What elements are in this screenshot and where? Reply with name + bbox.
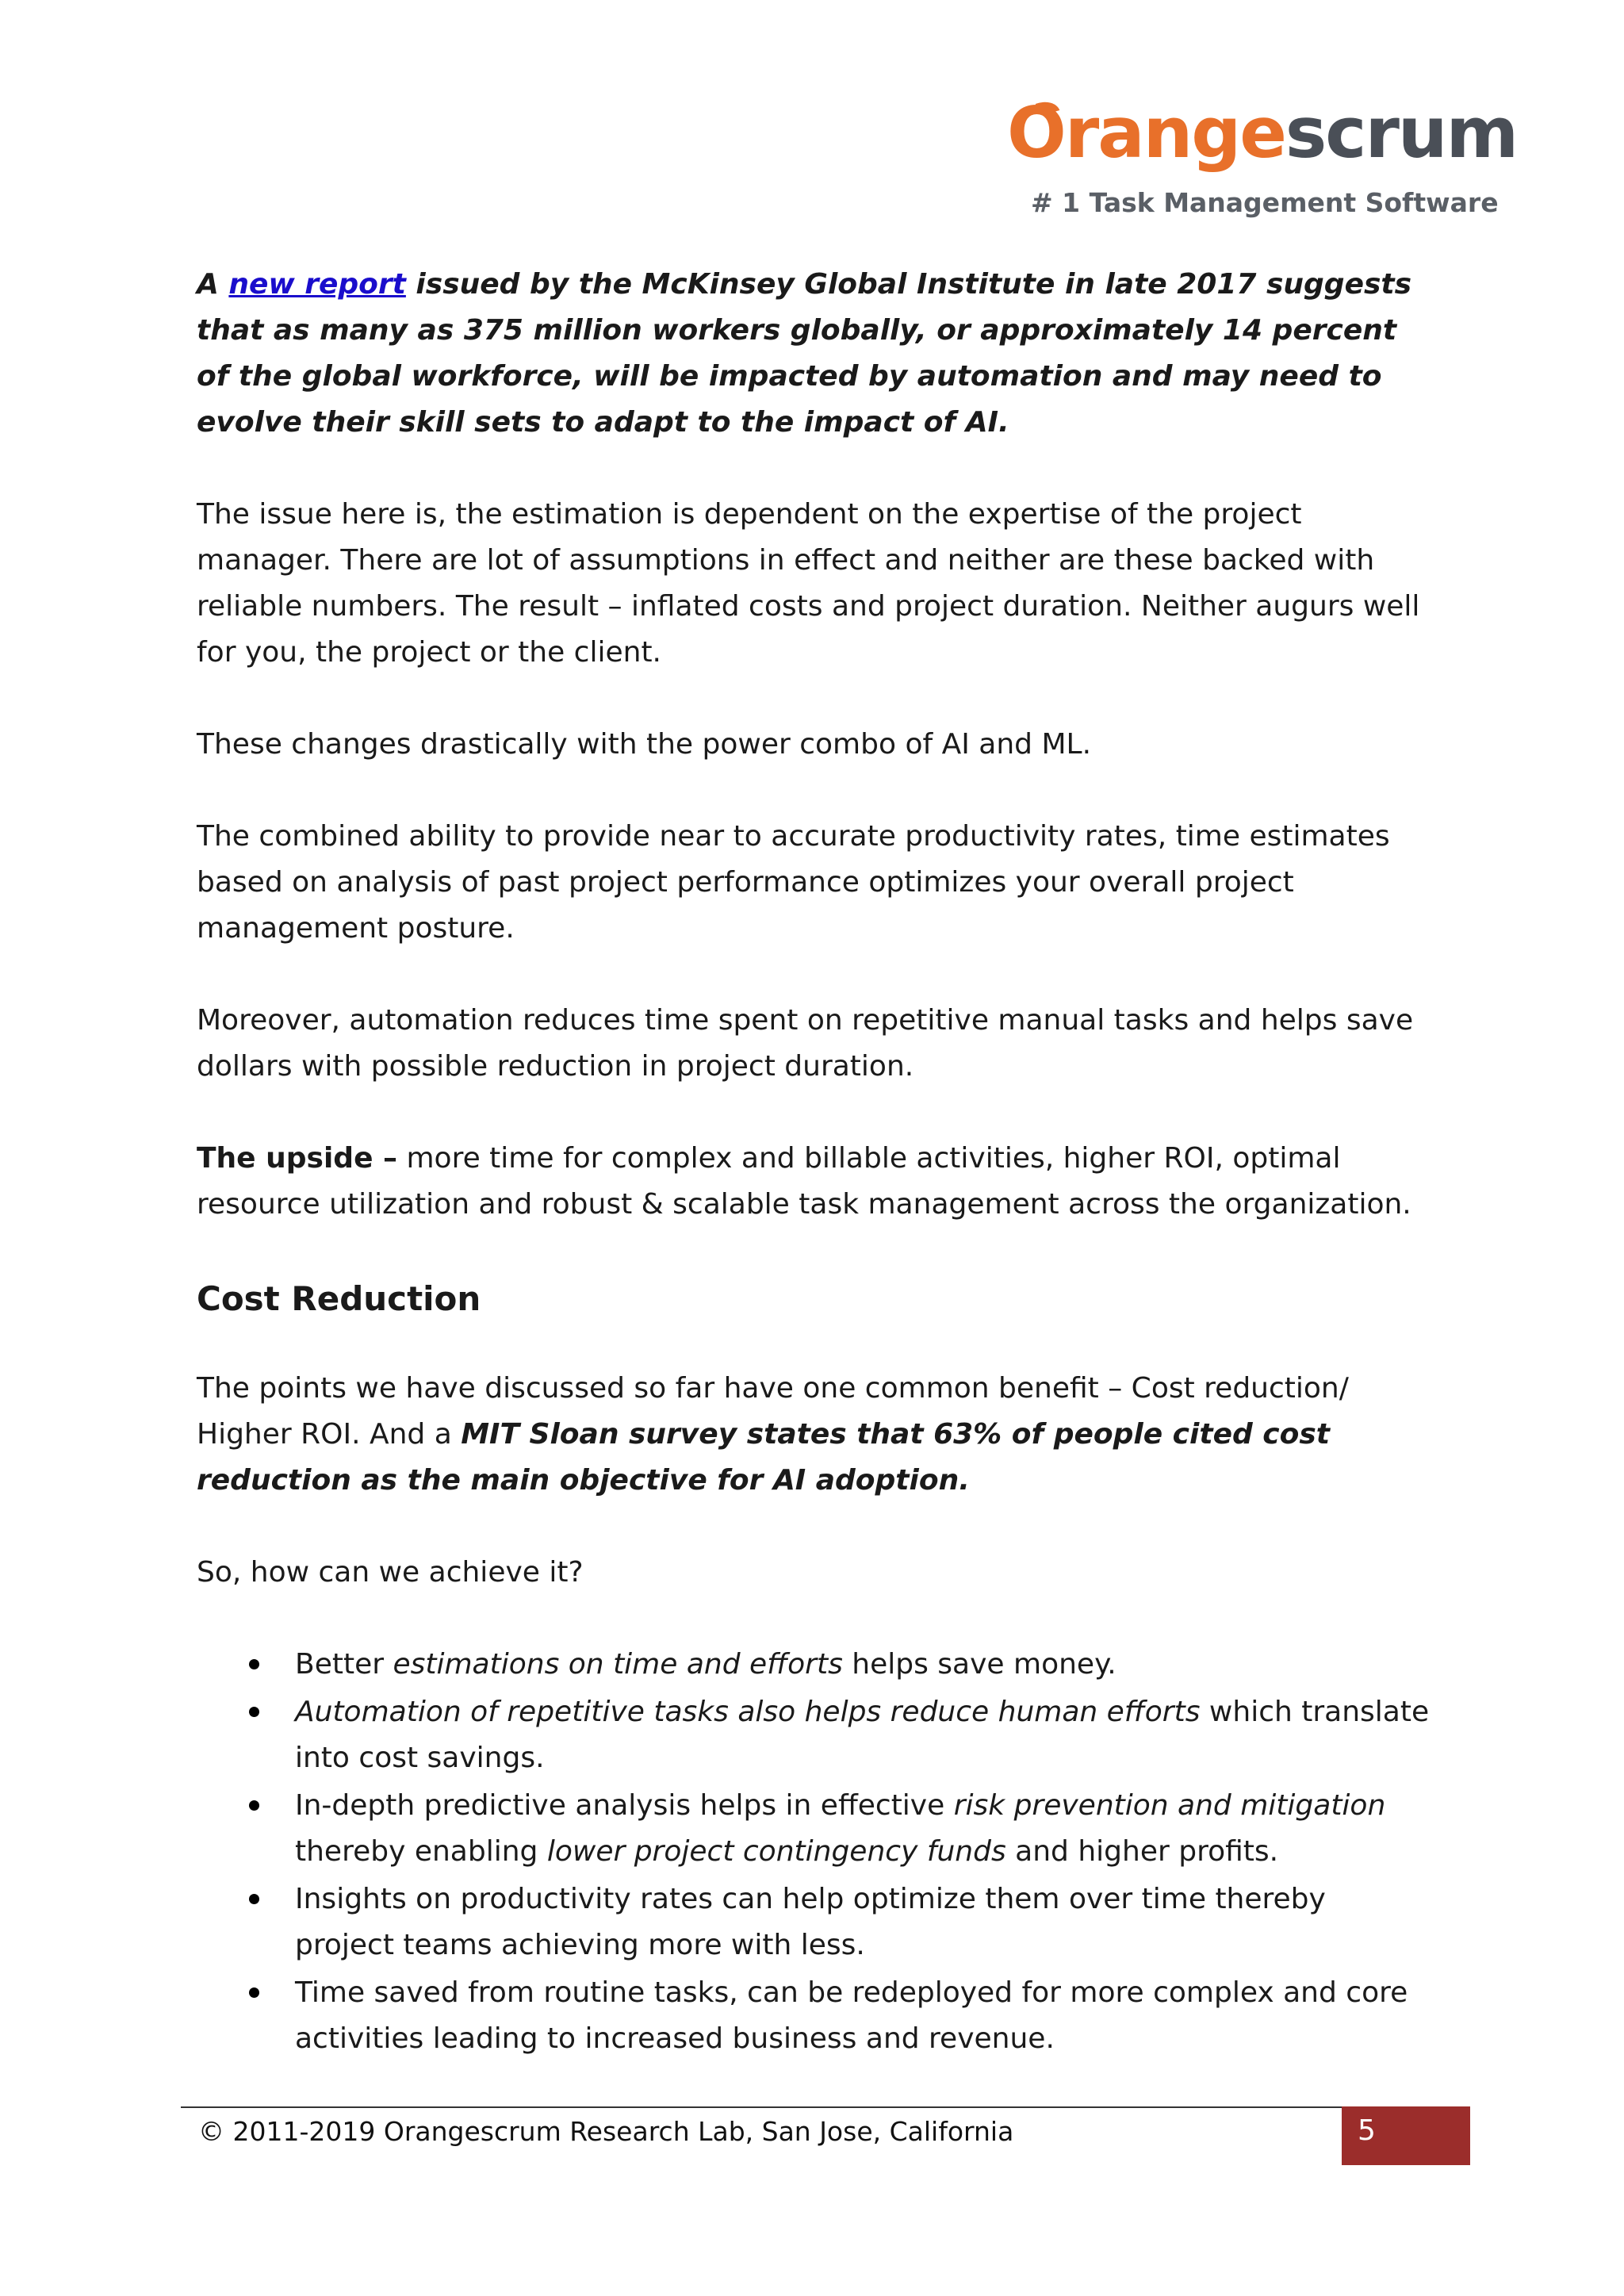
benefits-list	[197, 1642, 1434, 2062]
list-item: Insights on productivity rates can help optimize them over time thereby project teams achieving more with less.	[197, 1876, 1434, 1968]
paragraph-question: So, how can we achieve it?	[197, 1556, 584, 1589]
upside-label: The upside –	[197, 1142, 398, 1175]
logo-tagline: # 1 Task Management Software	[1031, 187, 1499, 218]
new-report-link[interactable]: new report	[228, 268, 406, 301]
paragraph-automation: Moreover, automation reduces time spent on repetitive manual tasks and helps save dollars with possible reduction in project duration.	[197, 1004, 1414, 1083]
paragraph-combined-ability: The combined ability to provide near to accurate productivity rates, time estimates based on analysis of past project performance optimizes your overall project management posture.	[197, 820, 1390, 945]
bullet-icon	[249, 1894, 259, 1904]
paragraph-upside: The upside – more time for complex and billable activities, higher ROI, optimal resource utilization and robust & scalable task management across the organization.	[197, 1142, 1411, 1221]
bullet-icon	[249, 1987, 259, 1998]
mit-sloan-emphasis: MIT Sloan survey states that 63% of people cited cost reduction as the main objective for AI adoption.	[197, 1418, 1331, 1497]
footer-copyright: © 2011-2019 Orangescrum Research Lab, San Jose, California	[198, 2116, 1014, 2147]
page-number: 5	[1358, 2114, 1376, 2147]
logo-wordmark: Orangescrum	[1007, 92, 1518, 174]
section-heading: Cost Reduction	[197, 1279, 481, 1318]
paragraph-cost-benefit: The points we have discussed so far have one common benefit – Cost reduction/ Higher ROI. And a MIT Sloan survey states that 63% of people cited cost reduction as the main objective for AI adoption.	[197, 1372, 1349, 1497]
page-number-badge	[1342, 2106, 1470, 2165]
paragraph-changes: These changes drastically with the power combo of AI and ML.	[197, 728, 1092, 761]
list-item: Automation of repetitive tasks also helps reduce human efforts which translate into cost savings.	[197, 1689, 1434, 1781]
orangescrum-logo	[1007, 92, 1518, 228]
footer-divider	[181, 2106, 1469, 2108]
bullet-icon	[249, 1659, 259, 1669]
bullet-icon	[249, 1707, 259, 1717]
paragraph-estimation-issue: The issue here is, the estimation is dependent on the expertise of the project manager. There are lot of assumptions in effect and neither are these backed with reliable numbers. The result – inflated costs and project duration. Neither augurs well for you, the project or the client.	[197, 498, 1420, 669]
bullet-icon	[249, 1800, 259, 1811]
intro-paragraph: A new report issued by the McKinsey Global Institute in late 2017 suggests that as many as 375 million workers globally, or approximately 14 percent of the global workforce, will be impacted by automation and may need to evolve their skill sets to adapt to the impact of AI.	[197, 268, 1412, 439]
document-body	[197, 262, 1434, 2064]
list-item: Better estimations on time and efforts helps save money.	[197, 1642, 1434, 1688]
list-item: Time saved from routine tasks, can be redeployed for more complex and core activities leading to increased business and revenue.	[197, 1970, 1434, 2062]
list-item: In-depth predictive analysis helps in effective risk prevention and mitigation thereby enabling lower project contingency funds and higher profits.	[197, 1783, 1434, 1875]
